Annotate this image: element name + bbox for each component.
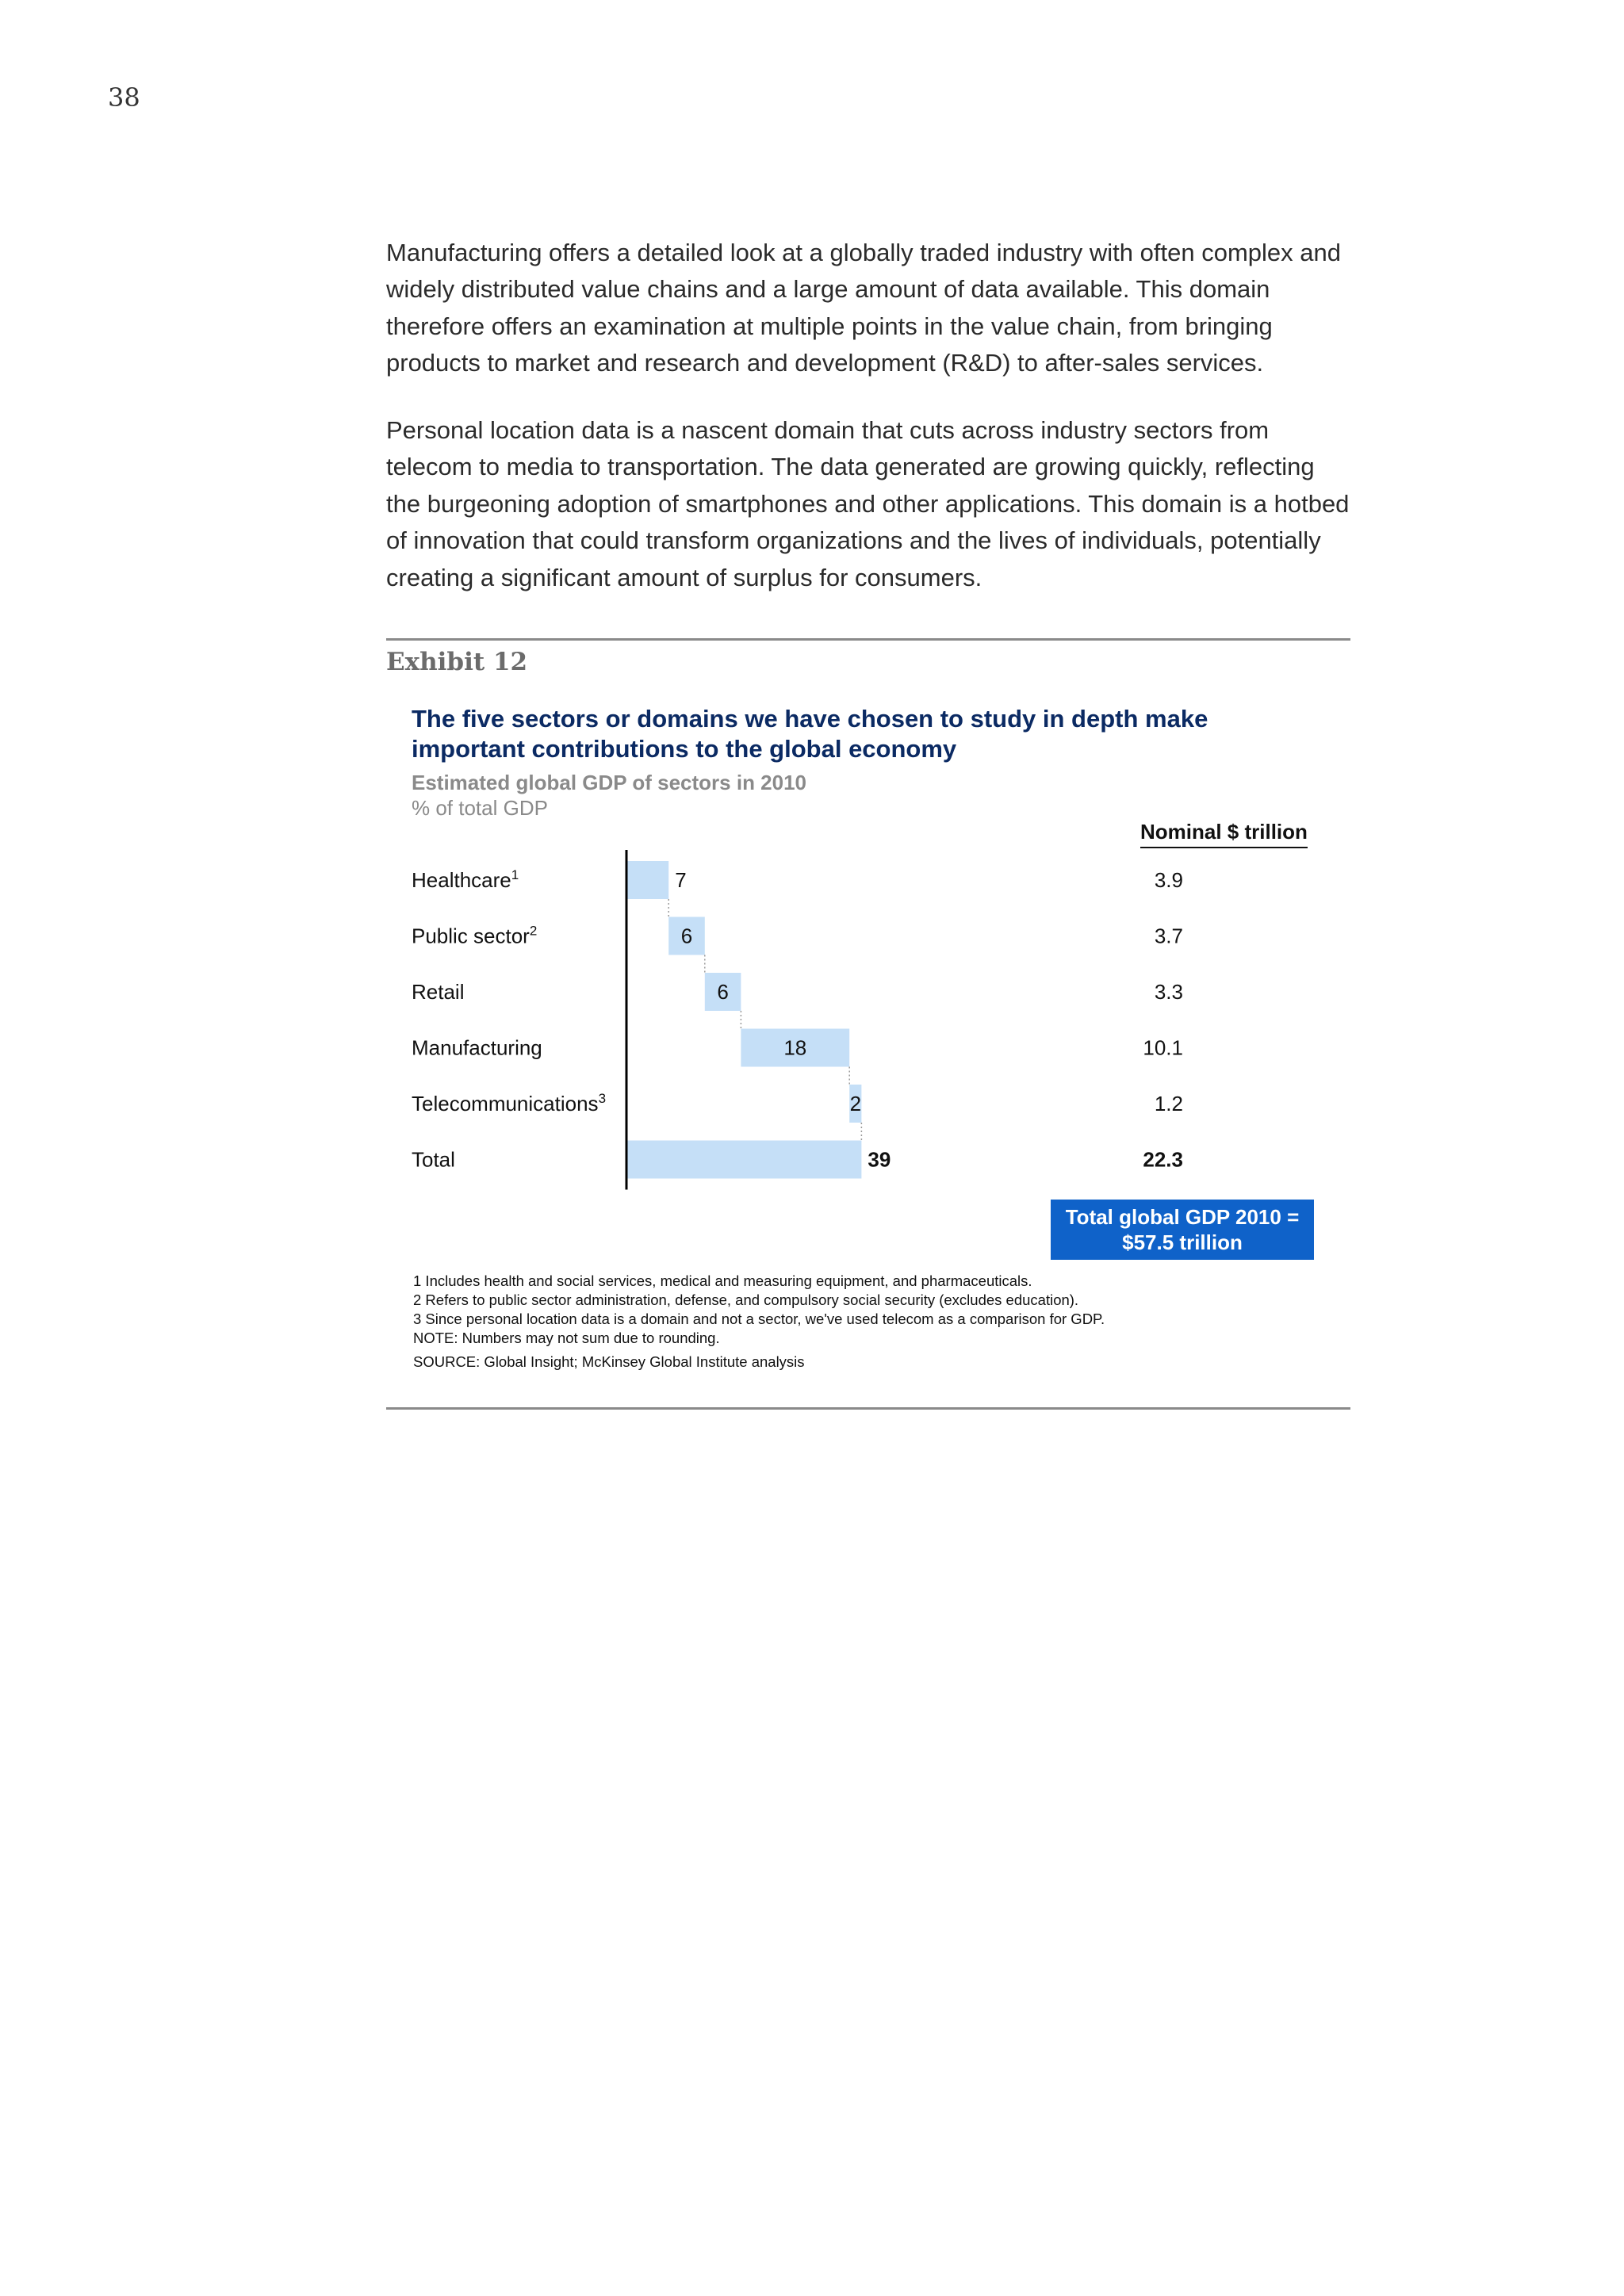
exhibit-panel xyxy=(386,690,1350,1403)
exhibit-label: Exhibit 12 xyxy=(386,648,528,676)
footnote-1: 1 Includes health and social services, medical and measuring equipment, and pharmaceuticals. xyxy=(413,1272,1032,1289)
body-paragraph-2: Personal location data is a nascent domain that cuts across industry sectors from telecom to media to transportation. The data generated are growing quickly, reflecting the burgeoning adoption of smartphones and other applications. This domain is a hotbed of innovation that could transform organizations and the lives of individuals, potentially creating a significant amount of surplus for consumers. xyxy=(386,416,1350,591)
waterfall-bar xyxy=(626,1141,861,1179)
waterfall-value-label: 7 xyxy=(675,868,687,892)
nominal-value: 10.1 xyxy=(1143,1035,1183,1060)
footnote-3: 3 Since personal location data is a domain and not a sector, we've used telecom as a comparison for GDP. xyxy=(413,1311,1105,1327)
nominal-value: 3.9 xyxy=(1154,868,1183,892)
waterfall-value-label: 6 xyxy=(717,980,729,1004)
category-label: Total xyxy=(412,1147,455,1172)
total-gdp-callout-line2: $57.5 trillion xyxy=(1122,1230,1243,1254)
nominal-column-header: Nominal $ trillion xyxy=(1140,820,1308,848)
waterfall-chart xyxy=(386,690,1350,1197)
exhibit-top-rule xyxy=(386,638,1350,641)
chart-title: The five sectors or domains we have chosen to study in depth make important contributions to the global economy xyxy=(412,705,1208,763)
category-label: Telecommunications$^3$ xyxy=(412,1091,607,1115)
page-number: 38 xyxy=(108,82,140,113)
nominal-value: 1.2 xyxy=(1154,1092,1183,1115)
source-note: SOURCE: Global Insight; McKinsey Global Institute analysis xyxy=(413,1353,805,1370)
category-label: Manufacturing xyxy=(412,1035,542,1060)
footnote-2: 2 Refers to public sector administration, defense, and compulsory social security (excludes education). xyxy=(413,1292,1079,1308)
category-label: Retail xyxy=(412,980,465,1004)
category-label: Healthcare$^1$ xyxy=(412,867,519,892)
nominal-value: 3.7 xyxy=(1154,924,1183,948)
category-label: Public sector$^2$ xyxy=(412,923,538,948)
waterfall-value-label: 6 xyxy=(680,924,693,948)
waterfall-value-label: 2 xyxy=(849,1092,862,1115)
footnote-marker: 3 xyxy=(598,1091,607,1106)
chart-unit: % of total GDP xyxy=(412,796,548,820)
chart-subtitle: Estimated global GDP of sectors in 2010 xyxy=(412,771,807,794)
exhibit-bottom-rule xyxy=(386,1407,1350,1410)
footnote-marker: 1 xyxy=(511,867,519,882)
waterfall-bar xyxy=(626,861,668,899)
total-gdp-callout-line1: Total global GDP 2010 = xyxy=(1065,1205,1300,1229)
nominal-value: 22.3 xyxy=(1143,1147,1183,1172)
waterfall-value-label: 18 xyxy=(783,1035,807,1060)
waterfall-value-label: 39 xyxy=(868,1147,891,1172)
total-gdp-callout xyxy=(1051,1200,1314,1260)
nominal-value: 3.3 xyxy=(1154,980,1183,1004)
footnote-note: NOTE: Numbers may not sum due to rounding. xyxy=(413,1330,720,1346)
footnotes xyxy=(413,1272,1105,1372)
body-paragraph-1: Manufacturing offers a detailed look at a globally traded industry with often complex and widely distributed value chains and a large amount of data available. This domain therefore offers an examination at multiple points in the value chain, from bringing products to market and research and development (R&D) to after-sales services. xyxy=(386,239,1341,377)
footnote-marker: 2 xyxy=(529,923,538,939)
